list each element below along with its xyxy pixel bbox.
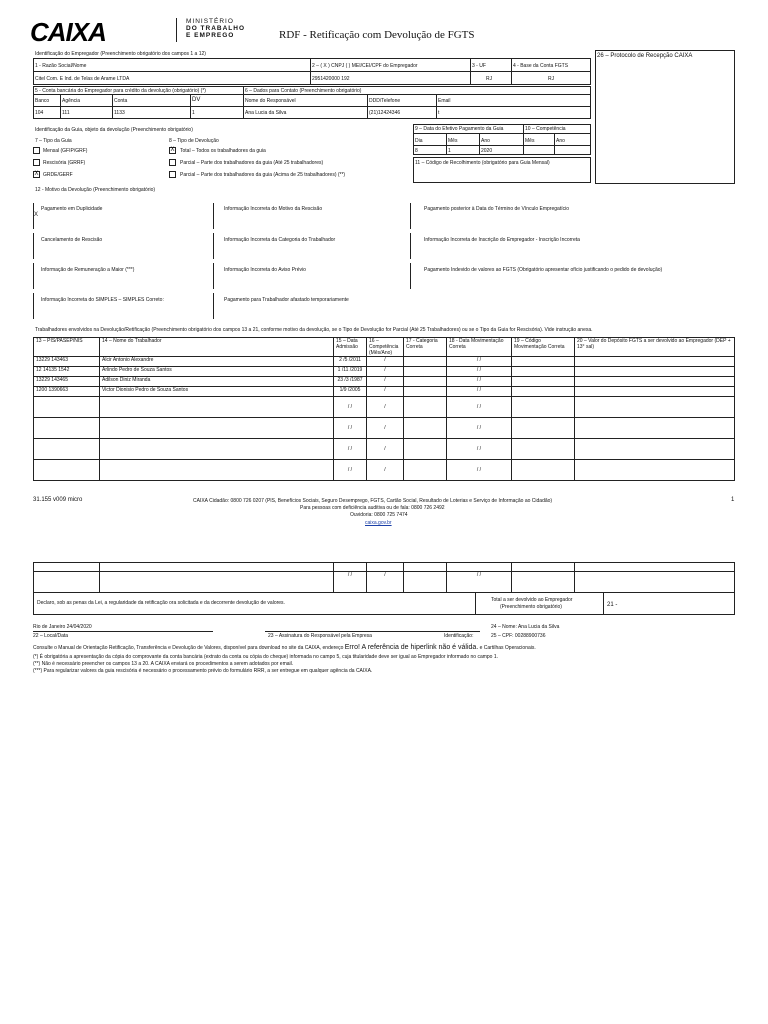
devolution-partial-25-checkbox[interactable] (169, 159, 176, 166)
reason-duplicate-label: Pagamento em Duplicidade (41, 206, 103, 212)
note-rrr: (***) Para regularizar valores da guia rescisória é necessário o processamento prévio do formulário RRR, a ser entregue em qualquer agência da CAIXA. (33, 668, 373, 674)
ministry-line-2: DO TRABALHO (186, 25, 246, 32)
note-bank-proof: (*) É obrigatória a apresentação da cópia do comprovante da conta bancária (extrato da conta ou cópia do cheque) informada no campo 5, cuja titularidade deve ser igual ao Empregador informado no campo 1. (33, 654, 499, 660)
cell-movement-code[interactable] (512, 418, 575, 439)
continued-row[interactable] (34, 572, 735, 593)
cell-category[interactable] (404, 572, 447, 593)
hearing-impaired-line: Para pessoas com deficiência auditiva ou de fala: 0800 726 2492 (300, 505, 445, 511)
ministry-line-1: MINISTÉRIO (186, 18, 234, 25)
cell-movement-code[interactable] (512, 357, 575, 367)
cell-movement-code[interactable] (512, 460, 575, 481)
cell-category[interactable] (404, 460, 447, 481)
protocol-box (595, 50, 735, 184)
cell-competence[interactable]: / (367, 418, 404, 439)
cell-category[interactable] (404, 377, 447, 387)
cell-pis[interactable] (34, 397, 100, 418)
competence-year-label: Ano (556, 138, 565, 144)
total-label-1: Total a ser devolvido ao Empregador (491, 597, 573, 603)
logo-divider (176, 18, 177, 42)
table-row[interactable] (34, 460, 735, 481)
cell-pis[interactable] (34, 460, 100, 481)
cell-movement-date[interactable]: / / (447, 357, 512, 367)
cell-admission[interactable]: / / (334, 439, 367, 460)
agencia-label: Agência (62, 98, 81, 104)
cell-movement-code[interactable] (512, 439, 575, 460)
guide-section-label: Identificação da Guia, objeto da devolução (Preenchimento obrigatório) (35, 127, 193, 133)
conta-value[interactable]: 1133 (114, 110, 125, 116)
ministry-logo (186, 18, 245, 39)
devolution-partial-over-25-checkbox[interactable] (169, 171, 176, 178)
header-admission: 15 – Data Admissão (334, 338, 367, 357)
table-row[interactable] (34, 418, 735, 439)
banco-value[interactable]: 104 (35, 110, 44, 116)
page-number: 1 (731, 497, 735, 503)
cell-deposit[interactable] (575, 460, 735, 481)
competence-label: 10 – Competência (525, 126, 566, 132)
cell-name[interactable]: Victor Dionisio Pedro de Souza Santos (100, 387, 334, 397)
devolution-partial-25-label: Parcial – Parte dos trabalhadores da guia (Até 25 trabalhadores) (180, 160, 324, 166)
cell-admission[interactable]: 1/9 /2005 (334, 387, 367, 397)
guide-type-label: 7 – Tipo da Guia (35, 138, 72, 144)
header-movement-code: 19 – Código Movimentação Correta (512, 338, 575, 357)
table-row[interactable] (34, 377, 735, 387)
cell-admission[interactable]: 1 /11 /2019 (334, 367, 367, 377)
reason-leave-label: Pagamento para Trabalhador afastado temporariamente (224, 297, 349, 303)
header-competence: 16 – Competência (Mês/Ano) (367, 338, 404, 357)
cell-name[interactable] (100, 397, 334, 418)
workers-table (33, 337, 735, 481)
cell-deposit[interactable] (575, 397, 735, 418)
reason-after-term-label: Pagamento posterior à Data do Término de Vínculo Empregatício (424, 206, 569, 212)
cell-deposit[interactable] (575, 357, 735, 367)
cell-competence[interactable]: / (367, 397, 404, 418)
responsible-label: Nome do Responsável (245, 98, 296, 104)
note-manual-text-b: e Cartilhas Operacionais. (479, 645, 536, 651)
cell-deposit[interactable] (575, 439, 735, 460)
cell-admission[interactable]: 2 /5 /2011 (334, 357, 367, 367)
cell-admission[interactable]: / / (334, 460, 367, 481)
cell-category[interactable] (404, 439, 447, 460)
cell-competence[interactable]: / (367, 367, 404, 377)
uf-label: 3 - UF (472, 63, 486, 69)
cell-movement-date[interactable]: / / (447, 460, 512, 481)
competence-month-label: Mês (525, 138, 535, 144)
caixa-logo: CAIXA (30, 17, 106, 47)
cell-competence[interactable]: / (367, 439, 404, 460)
table-row[interactable] (34, 367, 735, 377)
ombudsman-line: Ouvidoria: 0800 725 7474 (350, 512, 408, 518)
email-label: Email (438, 98, 451, 104)
dv-value[interactable]: 1 (192, 110, 195, 116)
cell-category[interactable] (404, 387, 447, 397)
cell-pis[interactable] (34, 418, 100, 439)
contact-section-label: 6 – Dados para Contato (Preenchimento obrigatório) (245, 88, 362, 94)
guide-type-mensal-label: Mensal (GFIP/GRF) (43, 148, 88, 154)
cell-competence[interactable]: / (367, 377, 404, 387)
guide-type-grde-label: GRDE/GERF (43, 172, 73, 178)
reasons-section-label: 12 - Motivo da Devolução (Preenchimento obrigatório) (35, 187, 156, 193)
devolution-partial-over-25-label: Parcial – Parte dos trabalhadores da guia (Acima de 25 trabalhadores) (**) (180, 172, 346, 178)
reason-undue-payment-label: Pagamento Indevido de valores ao FGTS (Obrigatório apresentar ofício justificando o pedido de devolução) (424, 267, 663, 273)
cell-movement-date[interactable]: / / (447, 439, 512, 460)
cell-pis[interactable]: 1200 1390663 (34, 387, 100, 397)
cell-movement-code[interactable] (512, 397, 575, 418)
place-date-label: 22 – Local/Data (33, 633, 69, 639)
cell-name[interactable] (100, 572, 334, 593)
signature-label: 23 – Assinatura do Responsável pela Empresa (268, 633, 372, 639)
collection-code-label: 11 – Código de Recolhimento (obrigatório para Guia Mensal) (415, 160, 550, 166)
header-movement-date: 18 - Data Movimentação Correta (447, 338, 512, 357)
reason-notice-label: Informação Incorreta do Aviso Prévio (224, 267, 306, 273)
cell-movement-code[interactable] (512, 387, 575, 397)
base-fgts-value[interactable]: RJ (548, 76, 555, 82)
devolution-type-label: 8 – Tipo de Devolução (169, 138, 219, 144)
payment-year-value[interactable]: 2020 (481, 148, 493, 154)
cell-deposit[interactable] (575, 367, 735, 377)
continued-spacer-row (34, 563, 735, 572)
devolution-total-checkbox[interactable]: X (170, 147, 175, 153)
cell-movement-code[interactable] (512, 367, 575, 377)
cell-category[interactable] (404, 357, 447, 367)
payment-month-value[interactable]: 1 (448, 148, 451, 154)
payment-year-label: Ano (481, 138, 490, 144)
header-name: 14 – Nome do Trabalhador (100, 338, 334, 357)
place-date-value[interactable]: Rio de Janeiro 24/04/2020 (33, 624, 92, 630)
phone-label: DDD/Telefone (369, 98, 401, 104)
conta-label: Conta (114, 98, 128, 104)
payment-date-label: 9 – Data do Efetivo Pagamento da Guia (415, 126, 504, 132)
phone-value[interactable]: (21)12424346 (369, 110, 401, 116)
uf-value[interactable]: RJ (486, 76, 493, 82)
reason-termination-motive-label: Informação Incorreta do Motivo da Rescisão (224, 206, 323, 212)
caixa-site-link[interactable]: caixa.gov.br (365, 520, 392, 526)
cell-deposit[interactable] (575, 387, 735, 397)
table-row[interactable] (34, 397, 735, 418)
cell-movement-date[interactable]: / / (447, 367, 512, 377)
total-label-2: (Preenchimento obrigatório) (500, 604, 562, 610)
reason-duplicate-checkbox[interactable]: X (34, 212, 39, 218)
note-manual (33, 645, 536, 651)
cell-movement-date[interactable]: / / (447, 387, 512, 397)
note-no-fill: (**) Não é necessário preencher os campos 13 a 20. A CAIXA enviará os procedimentos a serem adotados por email. (33, 661, 294, 667)
bank-section-label: 5 - Conta bancária do Empregador para crédito da devolução (obrigatório) (*) (35, 88, 206, 94)
cell-movement-code[interactable] (512, 572, 575, 593)
banco-label: Banco (35, 98, 50, 104)
cell-competence[interactable]: / (367, 460, 404, 481)
cell-name[interactable] (100, 460, 334, 481)
note-manual-error: Erro! A referência de hiperlink não é válida. (344, 644, 479, 651)
cell-movement-date[interactable]: / / (447, 397, 512, 418)
cell-movement-date[interactable]: / / (447, 572, 512, 593)
reason-excess-pay-label: Informação de Remuneração a Maior (***) (41, 267, 135, 273)
declaration-text: Declaro, sob as penas da Lei, a regularidade da retificação ora solicitada e da decorrente devolução de valores. (37, 600, 285, 606)
ministry-line-3: E EMPREGO (186, 32, 235, 39)
cell-admission[interactable]: / / (334, 572, 367, 593)
form-code: 31.155 v009 micro (33, 497, 83, 503)
table-row[interactable] (34, 357, 735, 367)
cell-name[interactable]: Arlindo Pedro de Souza Santos (100, 367, 334, 377)
payment-day-value[interactable]: 8 (415, 148, 418, 154)
cell-pis[interactable] (34, 439, 100, 460)
company-name-label: 1 - Razão Social/Nome (35, 63, 87, 69)
signer-cpf[interactable]: 25 – CPF: 00288900736 (491, 633, 546, 639)
cell-competence[interactable]: / (367, 357, 404, 367)
cell-pis[interactable]: 13229 143463 (34, 357, 100, 367)
reason-worker-category-label: Informação Incorreta da Categoria do Trabalhador (224, 237, 336, 243)
table-row[interactable] (34, 387, 735, 397)
reason-cancel-termination-label: Cancelamento de Rescisão (41, 237, 103, 243)
cell-pis[interactable]: 12 14135 1542 (34, 367, 100, 377)
caixa-citizen-line: CAIXA Cidadão: 0800 726 0207 (PIS, Benefícios Sociais, Seguro Desemprego, FGTS, Cartão Social, Resultado de Loterias e Serviço de Informação ao Cidadão) (193, 498, 553, 504)
cell-admission[interactable]: 23 /3 /1987 (334, 377, 367, 387)
identification-label: Identificação: (444, 633, 474, 639)
devolution-total-label: Total – Todos os trabalhadores da guia (180, 148, 266, 154)
email-value[interactable]: t (438, 110, 440, 116)
dv-label: DV (192, 97, 201, 103)
cell-category[interactable] (404, 397, 447, 418)
cell-name[interactable]: Adilson Diniz Miranda (100, 377, 334, 387)
total-field-label[interactable]: 21 - (607, 602, 618, 608)
cell-name[interactable]: Alcir Antonio Alexandre (100, 357, 334, 367)
cell-deposit[interactable] (575, 418, 735, 439)
cell-competence[interactable]: / (367, 387, 404, 397)
note-manual-text-a: Consulte o Manual de Orientação Retificação, Transferência e Devolução de Valores, disponível para download no site da CAIXA, endereço (33, 645, 344, 651)
header-deposit-value: 20 – Valor do Depósito FGTS a ser devolvido ao Empregador (DEP + 13° sal) (575, 338, 735, 357)
cnpj-label: 2 – ( X ) CNPJ ( ) MEI/CEI/CPF do Empregador (312, 63, 418, 69)
cell-movement-date[interactable]: / / (447, 418, 512, 439)
table-row[interactable] (34, 439, 735, 460)
cell-pis[interactable]: 13229 143465 (34, 377, 100, 387)
header-pis: 13 – PIS/PASEP/NIS (34, 338, 100, 357)
payment-day-label: Dia (415, 138, 423, 144)
cell-category[interactable] (404, 418, 447, 439)
guide-type-rescisoria-label: Rescisória (GRRF) (43, 160, 86, 166)
form-title: RDF - Retificação com Devolução de FGTS (279, 29, 475, 41)
employer-section-label: Identificação do Empregador (Preenchimento obrigatório dos campos 1 a 12) (35, 51, 206, 57)
cell-movement-date[interactable]: / / (447, 377, 512, 387)
guide-type-grde-checkbox[interactable]: X (34, 171, 39, 177)
cell-pis[interactable] (34, 572, 100, 593)
company-name-value[interactable]: Citel Com. E Ind. de Telas de Arame LTDA (35, 76, 130, 82)
signer-name[interactable]: 24 – Nome: Ana Lucia da Silva (491, 624, 560, 630)
cell-competence[interactable]: / (367, 572, 404, 593)
cell-movement-code[interactable] (512, 377, 575, 387)
reason-simples-label: Informação Incorreta do SIMPLES – SIMPLES Correto: (41, 297, 164, 303)
workers-section-label: Trabalhadores envolvidos na Devolução/Retificação (Preenchimento obrigatório dos campos 13 a 21, conforme motivo da devolução, se o Tipo de Devolução for Parcial (Até 25 Trabalhadores) ou se o Tipo da Guia for Rescisória). Vide instrução anexa. (35, 327, 593, 333)
protocol-label: 26 – Protocolo de Recepção CAIXA (597, 53, 693, 59)
cell-admission[interactable]: / / (334, 418, 367, 439)
base-fgts-label: 4 - Base da Conta FGTS (513, 63, 569, 69)
cnpj-value[interactable]: 2951420000 192 (312, 76, 350, 82)
agencia-value[interactable]: 111 (62, 110, 70, 116)
cell-deposit[interactable] (575, 377, 735, 387)
cell-deposit[interactable] (575, 572, 735, 593)
workers-header-row (34, 338, 735, 357)
responsible-value[interactable]: Ana Lucia da Silva (245, 110, 287, 116)
guide-type-rescisoria-checkbox[interactable] (33, 159, 40, 166)
cell-admission[interactable]: / / (334, 397, 367, 418)
workers-table-continued (33, 562, 735, 593)
payment-month-label: Mês (448, 138, 458, 144)
cell-name[interactable] (100, 418, 334, 439)
guide-type-mensal-checkbox[interactable] (33, 147, 40, 154)
header-category: 17 - Categoria Correta (404, 338, 447, 357)
cell-category[interactable] (404, 367, 447, 377)
cell-name[interactable] (100, 439, 334, 460)
reason-employer-registration-label: Informação Incorreta de Inscrição do Empregador - Inscrição Incorreta (424, 237, 580, 243)
